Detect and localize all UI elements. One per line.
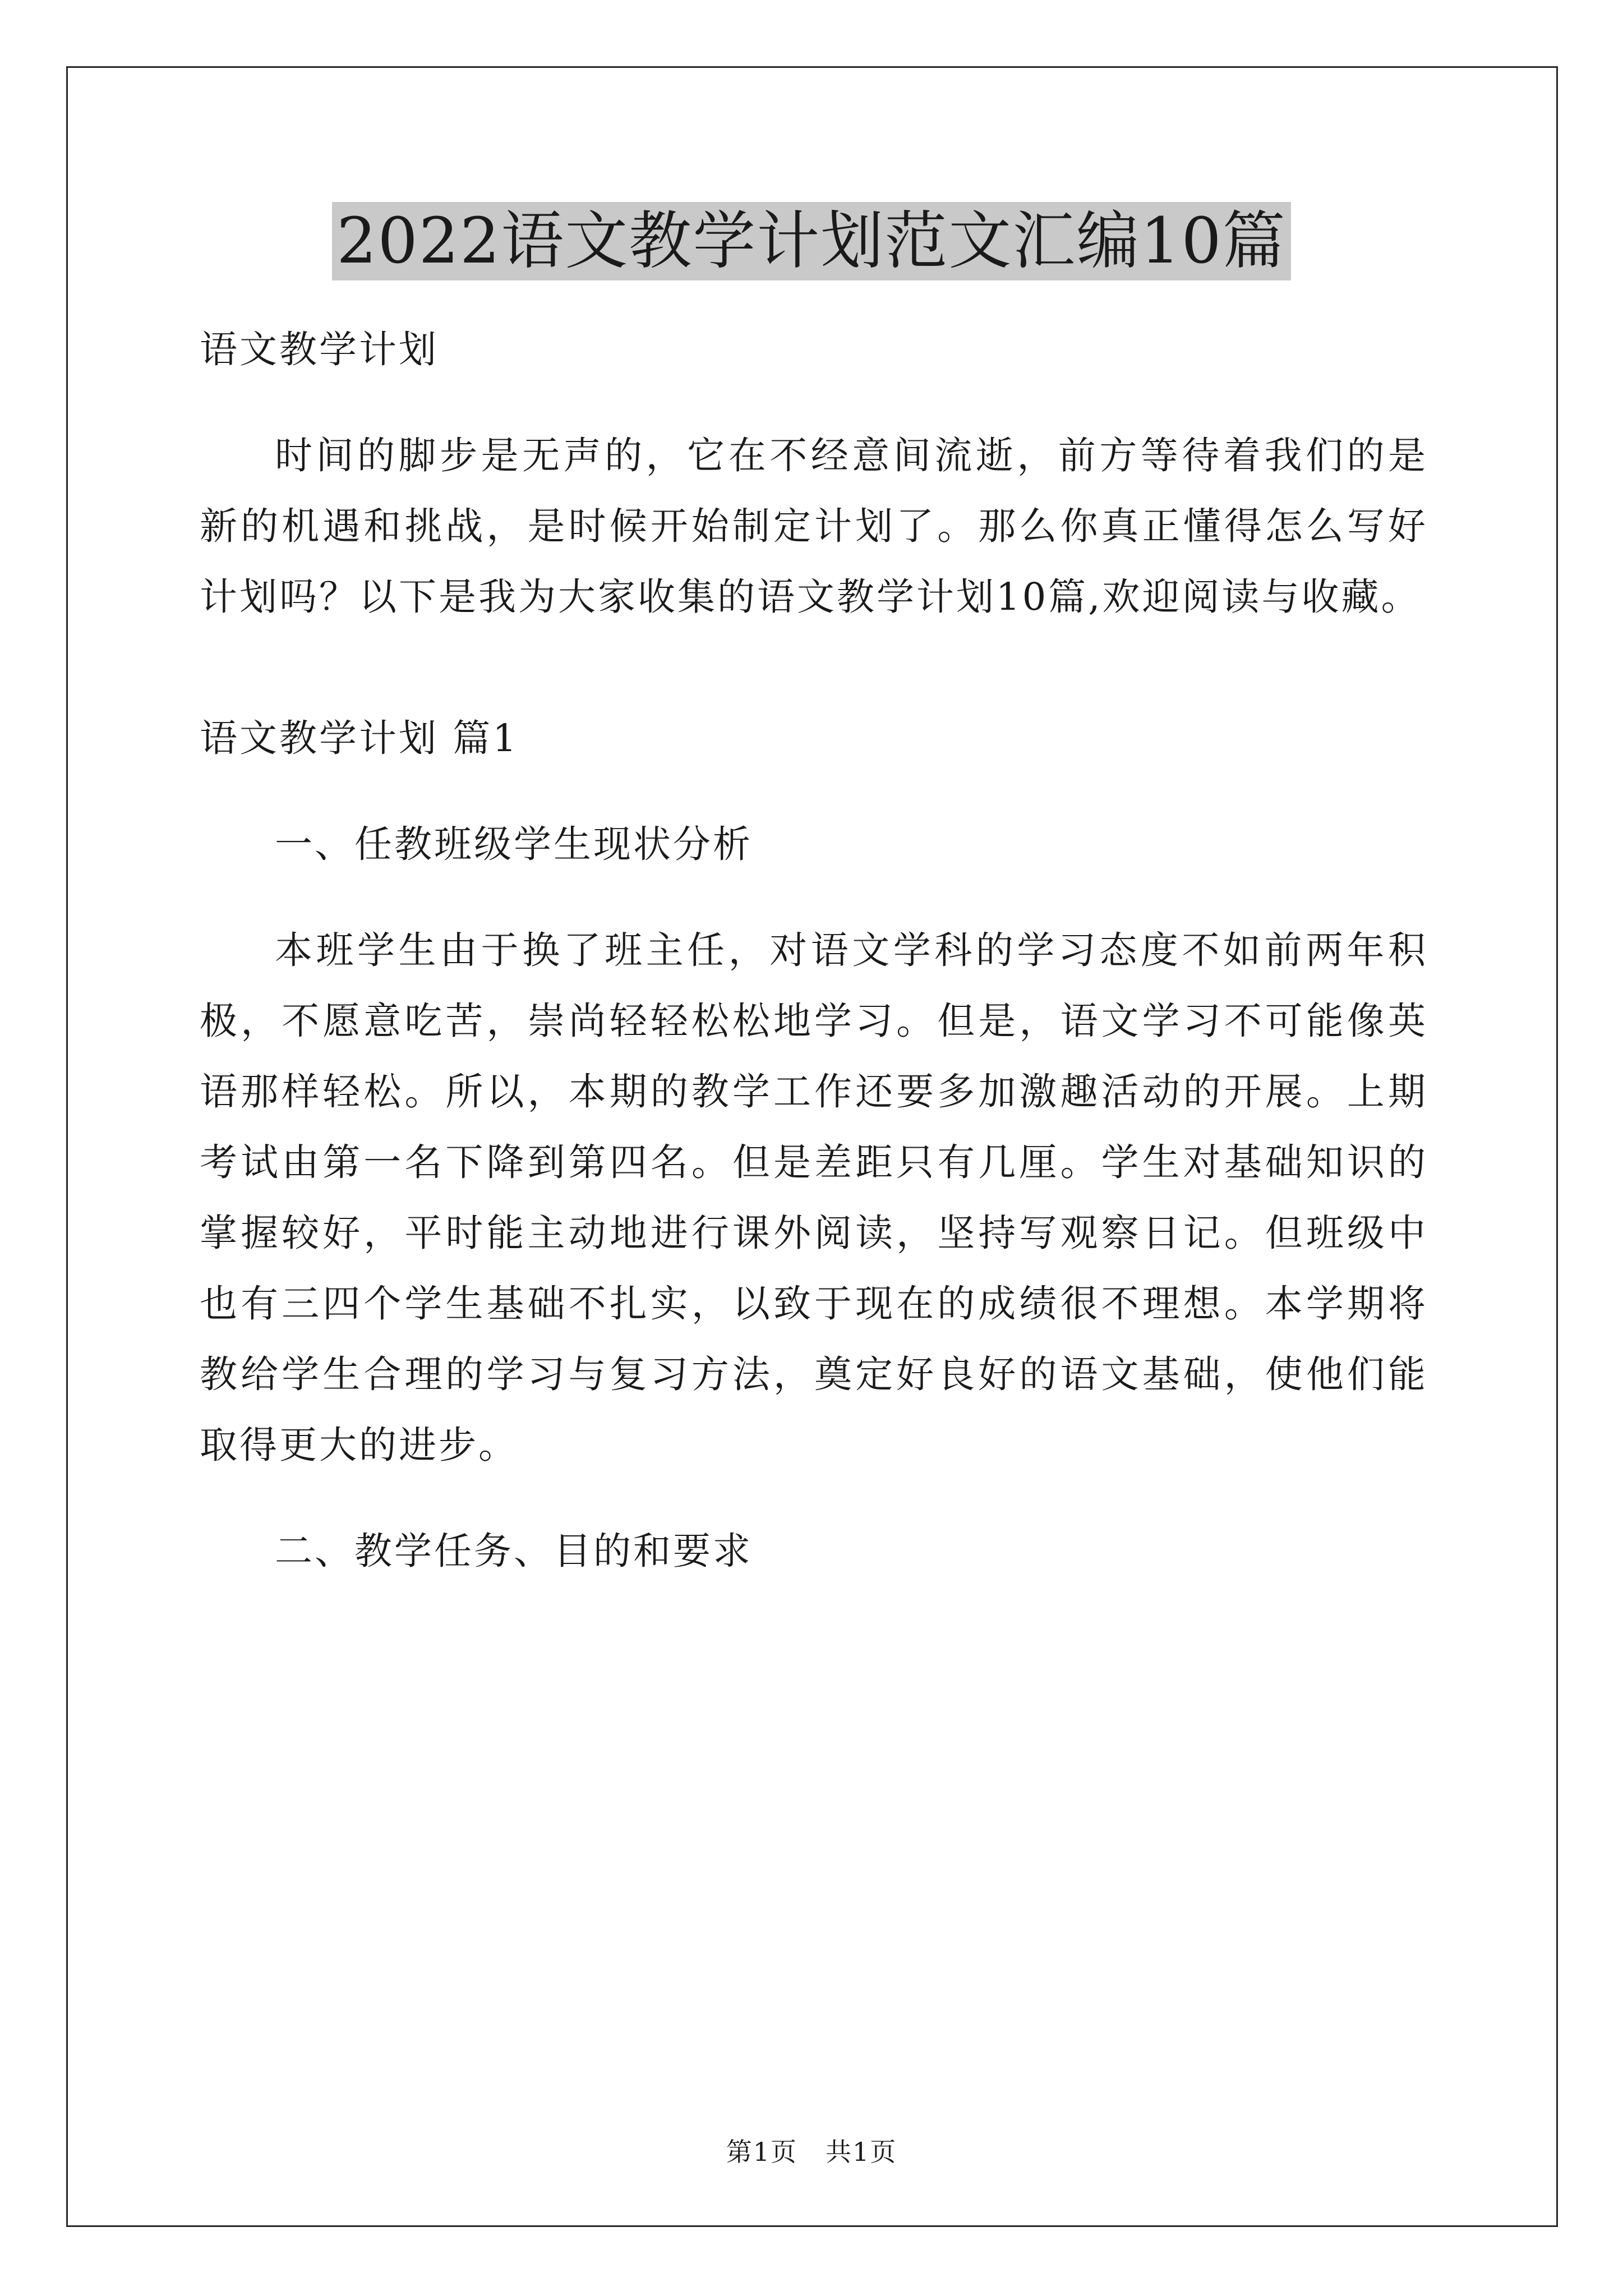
- intro-heading: 语文教学计划: [200, 328, 439, 371]
- subheading: 二、教学任务、目的和要求: [275, 1529, 753, 1573]
- intro-paragraph: 时间的脚步是无声的，它在不经意间流逝，前方等待着我们的是新的机遇和挑战，是时候开始制定计划了。那么你真正懂得怎么写好计划吗？以下是我为大家收集的语文教学计划10篇,欢迎阅读与收藏。: [200, 434, 1428, 619]
- document-title-wrapper: [0, 202, 1623, 280]
- document-title: 2022语文教学计划范文汇编10篇: [332, 202, 1291, 280]
- document-body: [200, 314, 1428, 1622]
- body-paragraph: 本班学生由于换了班主任，对语文学科的学习态度不如前两年积极，不愿意吃苦，崇尚轻轻松松地学习。但是，语文学习不可能像英语那样轻松。所以，本期的教学工作还要多加激趣活动的开展。上期考试由第一名下降到第四名。但是差距只有几厘。学生对基础知识的掌握较好，平时能主动地进行课外阅读，坚持写观察日记。但班级中也有三四个学生基础不扎实，以致于现在的成绩很不理想。本学期将教给学生合理的学习与复习方法，奠定好良好的语文基础，使他们能取得更大的进步。: [200, 928, 1428, 1467]
- subheading: 一、任教班级学生现状分析: [275, 822, 753, 866]
- section-heading: 语文教学计划 篇1: [200, 716, 519, 760]
- page-footer: [0, 2132, 1623, 2169]
- page-number-total: 共1页: [826, 2137, 897, 2167]
- page-number-current: 第1页: [726, 2137, 797, 2167]
